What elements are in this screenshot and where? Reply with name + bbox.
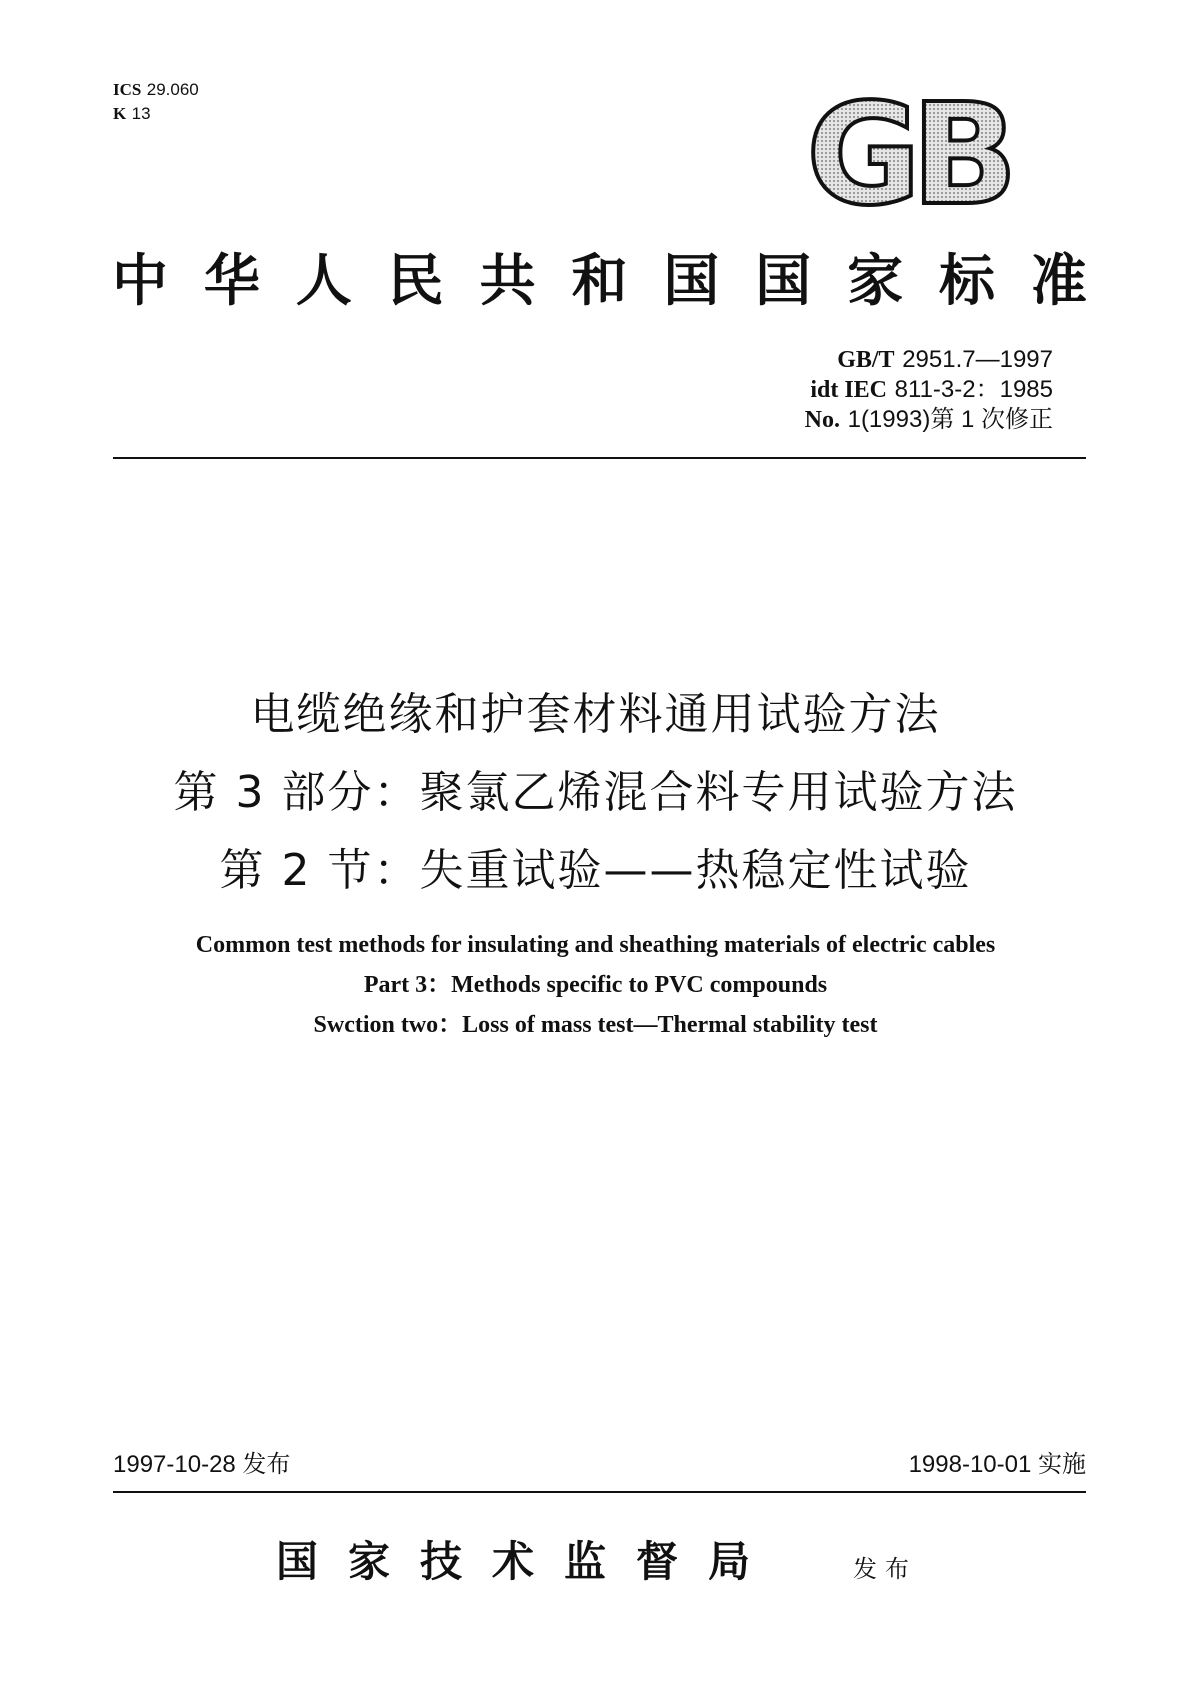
national-heading-char: 和 [571, 248, 628, 314]
national-heading-char: 家 [847, 248, 904, 314]
gb-logo-text: GB [806, 95, 1008, 213]
effective-date: 1998-10-01 实施 [908, 1451, 1086, 1478]
national-heading-char: 华 [203, 248, 260, 314]
idt-number: 811-3-2：1985 [894, 376, 1053, 403]
national-heading-char: 国 [663, 248, 720, 314]
issue-date: 1997-10-28 发布 [113, 1451, 291, 1478]
publisher-name: 国家技术监督局 [276, 1537, 781, 1586]
classification-value: 13 [131, 104, 151, 123]
ics-value: 29.060 [146, 80, 199, 99]
dates-row [113, 1450, 1086, 1480]
english-title-line-2: Part 3：Methods specific to PVC compounds [363, 972, 828, 998]
ics-line [113, 78, 199, 102]
gb-logo [788, 95, 1026, 213]
amendment-line [805, 405, 1053, 435]
national-standard-heading [112, 250, 1087, 312]
classification-line [113, 102, 199, 126]
standard-codes [805, 345, 1053, 435]
publisher-suffix: 发布 [853, 1555, 917, 1583]
national-heading-char: 共 [479, 248, 536, 314]
national-heading-char: 人 [295, 248, 352, 314]
national-heading-char: 标 [939, 248, 996, 314]
amendment-text: 1(1993)第 1 次修正 [847, 406, 1053, 433]
standard-number: 2951.7—1997 [902, 346, 1053, 373]
national-heading-char: 准 [1030, 248, 1087, 314]
header-divider [113, 457, 1086, 459]
chinese-title-line-1: 电缆绝缘和护套材料通用试验方法 [250, 689, 941, 740]
chinese-title [0, 676, 1191, 910]
standard-number-line [805, 345, 1053, 375]
english-title-line-3: Swction two：Loss of mass test—Thermal stability test [313, 1012, 878, 1038]
english-title [0, 925, 1191, 1045]
national-heading-char: 民 [387, 248, 444, 314]
chinese-title-line-2: 第 3 部分：聚氯乙烯混合料专用试验方法 [173, 767, 1018, 818]
ics-block [113, 78, 199, 126]
idt-prefix: idt IEC [810, 377, 888, 403]
ics-label: ICS [113, 80, 142, 99]
amendment-prefix: No. [804, 407, 840, 433]
classification-label: K [113, 104, 127, 123]
standard-prefix: GB/T [837, 347, 895, 373]
national-heading-char: 国 [755, 248, 812, 314]
idt-line [805, 375, 1053, 405]
english-title-line-1: Common test methods for insulating and sheathing materials of electric cables [195, 932, 996, 958]
chinese-title-line-3: 第 2 节：失重试验——热稳定性试验 [219, 845, 972, 896]
footer-divider [113, 1491, 1086, 1493]
national-heading-char: 中 [112, 248, 168, 314]
